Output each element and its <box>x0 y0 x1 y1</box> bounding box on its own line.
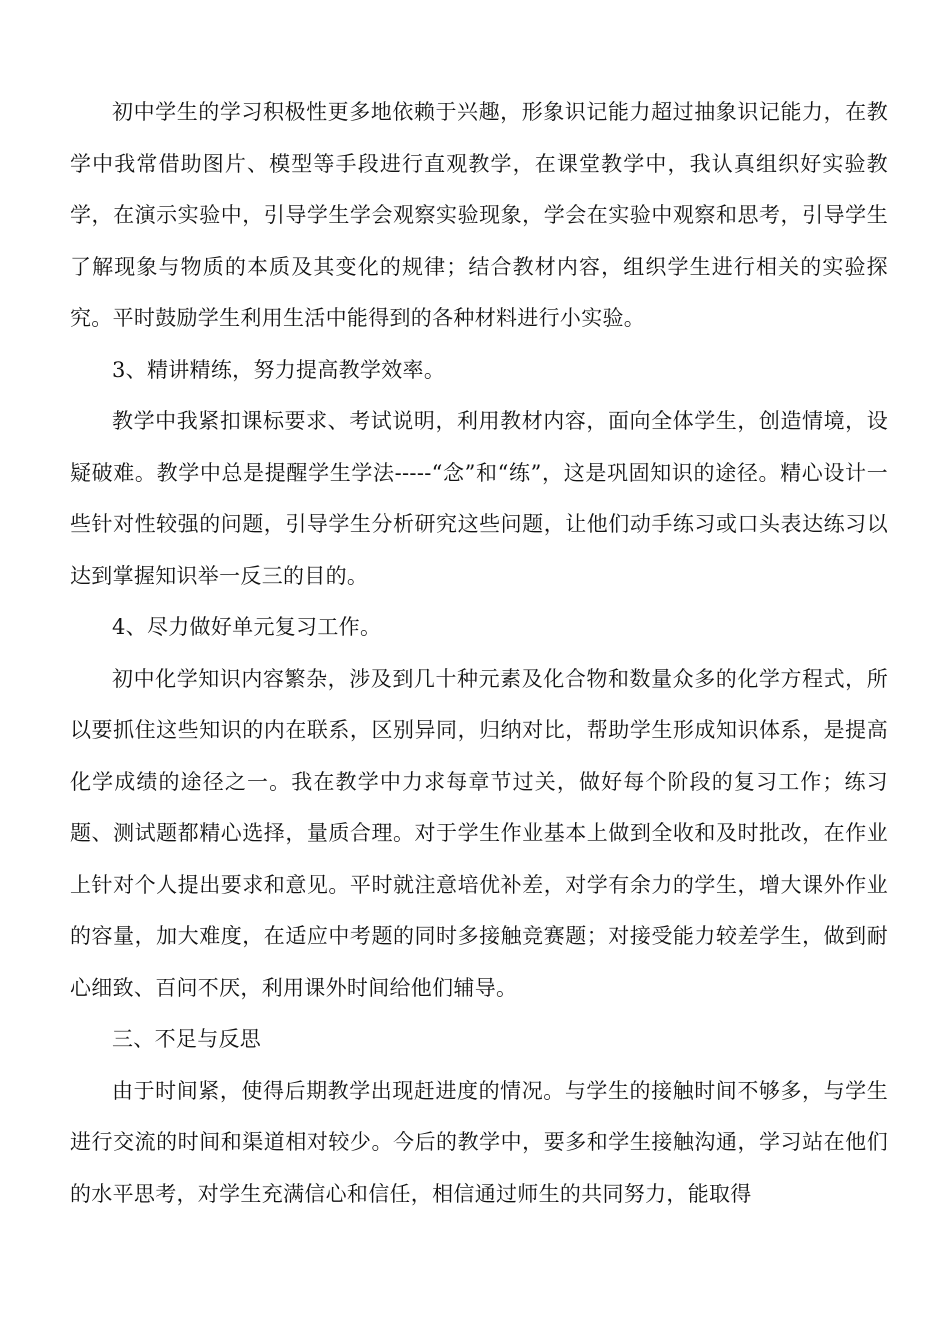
paragraph-interest-teaching: 初中学生的学习积极性更多地依赖于兴趣，形象识记能力超过抽象识记能力，在教学中我常借助图片、模型等手段进行直观教学，在课堂教学中，我认真组织好实验教学，在演示实验中，引导学生学会观察实验现象，学会在实验中观察和思考，引导学生了解现象与物质的本质及其变化的规律；结合教材内容，组织学生进行相关的实验探究。平时鼓励学生利用生活中能得到的各种材料进行小实验。 <box>70 100 888 330</box>
paragraph-curriculum-teaching: 教学中我紧扣课标要求、考试说明，利用教材内容，面向全体学生，创造情境，设疑破难。教学中总是提醒学生学法-----“念”和“练”，这是巩固知识的途径。精心设计一些针对性较强的问题，引导学生分析研究这些问题，让他们动手练习或口头表达练习以达到掌握知识举一反三的目的。 <box>70 409 888 588</box>
heading-unit-review: 4、尽力做好单元复习工作。 <box>112 615 382 639</box>
heading-practice-efficiency: 3、精讲精练，努力提高教学效率。 <box>112 357 446 382</box>
heading-shortcomings-reflection: 三、不足与反思 <box>112 1027 262 1051</box>
paragraph-chemistry-review: 初中化学知识内容繁杂，涉及到几十种元素及化合物和数量众多的化学方程式，所以要抓住这些知识的内在联系，区别异同，归纳对比，帮助学生形成知识体系，是提高化学成绩的途径之一。我在教学中力求每章节过关，做好每个阶段的复习工作；练习题、测试题都精心选择，量质合理。对于学生作业基本上做到全收和及时批改，在作业上针对个人提出要求和意见。平时就注意培优补差，对学有余力的学生，增大课外作业的容量，加大难度，在适应中考题的同时多接触竞赛题；对接受能力较差学生，做到耐心细致、百问不厌，利用课外时间给他们辅导。 <box>70 666 888 1000</box>
paragraph-reflection: 由于时间紧，使得后期教学出现赶进度的情况。与学生的接触时间不够多，与学生进行交流的时间和渠道相对较少。今后的教学中，要多和学生接触沟通，学习站在他们的水平思考，对学生充满信心和信任，相信通过师生的共同努力，能取得 <box>70 1078 888 1206</box>
document-body <box>70 87 888 1220</box>
